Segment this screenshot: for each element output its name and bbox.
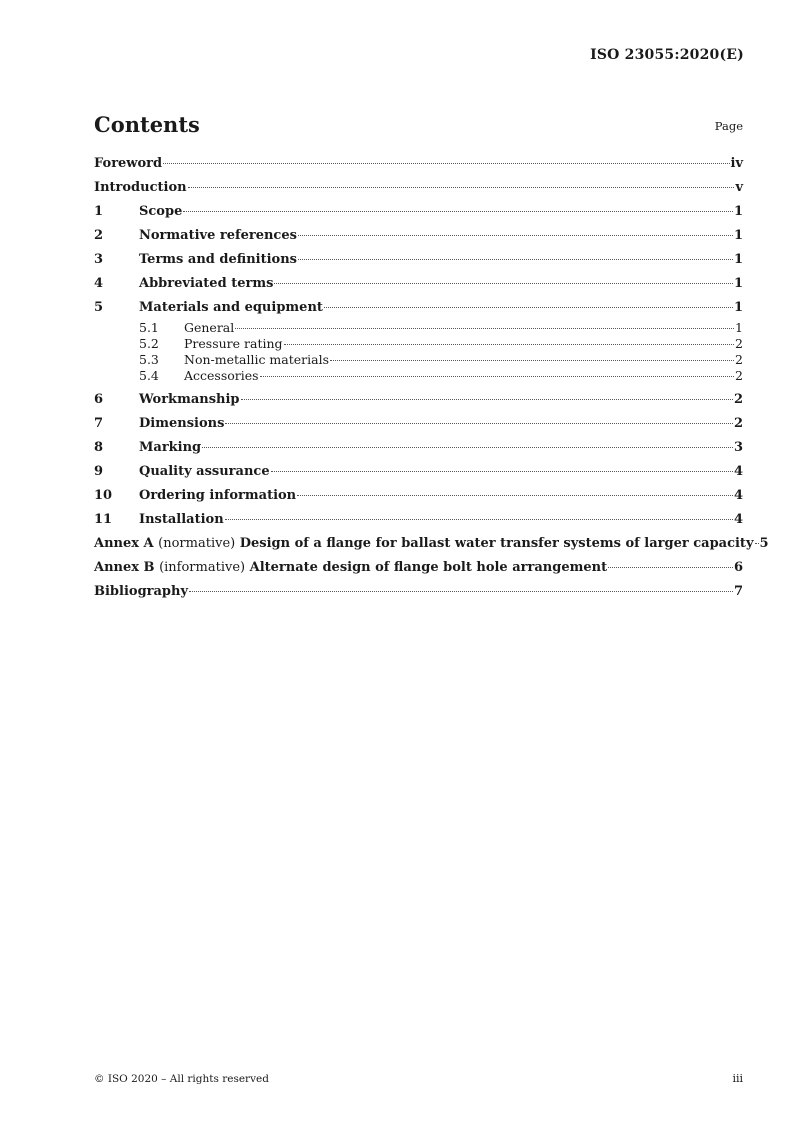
toc-entry-page: 2 — [735, 352, 743, 367]
toc-entry-subclause-5-3[interactable] — [94, 352, 743, 368]
toc-entry-subclause-5-2[interactable] — [94, 336, 743, 352]
toc-entry-title: Materials and equipment — [139, 300, 323, 315]
toc-entry-title: Pressure rating — [184, 336, 283, 351]
toc-entry-title: Bibliography — [94, 584, 189, 599]
toc-entry-title: Ordering information — [139, 488, 297, 503]
toc-entry-clause-8[interactable] — [94, 436, 743, 460]
toc-entry-clause-5[interactable] — [94, 296, 743, 320]
leader-dots — [284, 336, 735, 345]
toc-entry-page: 5 — [759, 536, 769, 551]
toc-entry-title: Normative references — [139, 228, 297, 243]
toc-entry-title: Workmanship — [139, 392, 240, 407]
table-of-contents — [94, 152, 769, 604]
clause-number: 10 — [94, 488, 113, 503]
toc-entry-title: Scope — [139, 204, 183, 219]
leader-dots — [298, 251, 733, 260]
toc-entry-page: 2 — [733, 392, 743, 407]
toc-entry-page: 4 — [733, 512, 743, 527]
toc-entry-page: v — [735, 180, 743, 195]
toc-entry-title: Introduction — [94, 180, 187, 195]
leader-dots — [202, 439, 733, 448]
page-column-label: Page — [714, 119, 743, 133]
toc-entry-clause-11[interactable] — [94, 508, 743, 532]
annex-title: Alternate design of flange bolt hole arrangement — [249, 560, 608, 575]
toc-entry-introduction[interactable] — [94, 176, 743, 200]
leader-dots — [298, 227, 733, 236]
toc-entry-title: Marking — [139, 440, 202, 455]
annex-label: Annex B — [94, 560, 155, 575]
toc-entry-subclause-5-4[interactable] — [94, 368, 743, 384]
toc-entry-clause-10[interactable] — [94, 484, 743, 508]
toc-entry-bibliography[interactable] — [94, 580, 743, 604]
leader-dots — [235, 320, 734, 329]
document-code: ISO 23055:2020(E) — [590, 47, 744, 63]
leader-dots — [183, 203, 733, 212]
subclause-number: 5.4 — [139, 368, 159, 383]
toc-entry-foreword[interactable] — [94, 152, 743, 176]
toc-entry-annex-a[interactable] — [94, 532, 769, 556]
toc-entry-title: Dimensions — [139, 416, 225, 431]
toc-entry-annex-b[interactable] — [94, 556, 743, 580]
toc-entry-title: Accessories — [184, 368, 259, 383]
clause-number: 5 — [94, 300, 104, 315]
clause-number: 11 — [94, 512, 113, 527]
toc-entry-page: 7 — [733, 584, 743, 599]
toc-entry-title: Abbreviated terms — [139, 276, 274, 291]
toc-entry-clause-4[interactable] — [94, 272, 743, 296]
toc-entry-page: 1 — [733, 252, 743, 267]
leader-dots — [260, 368, 734, 377]
leader-dots — [241, 391, 733, 400]
toc-entry-page: 2 — [735, 368, 743, 383]
copyright-notice: © ISO 2020 – All rights reserved — [94, 1073, 269, 1085]
leader-dots — [189, 583, 733, 592]
toc-entry-subclause-5-1[interactable] — [94, 320, 743, 336]
toc-entry-page: 1 — [733, 300, 743, 315]
leader-dots — [163, 155, 729, 164]
annex-title: Design of a flange for ballast water transfer systems of larger capacity — [239, 536, 754, 551]
clause-number: 9 — [94, 464, 104, 479]
clause-number: 8 — [94, 440, 104, 455]
toc-entry-page: 4 — [733, 464, 743, 479]
leader-dots — [330, 352, 734, 361]
leader-dots — [225, 511, 733, 520]
toc-entry-title: Installation — [139, 512, 224, 527]
clause-number: 6 — [94, 392, 104, 407]
contents-heading: Contents — [94, 112, 200, 137]
toc-entry-page: 1 — [735, 320, 743, 335]
leader-dots — [225, 415, 733, 424]
toc-entry-page: 3 — [733, 440, 743, 455]
subclause-number: 5.3 — [139, 352, 159, 367]
clause-number: 4 — [94, 276, 104, 291]
leader-dots — [608, 559, 733, 568]
annex-type: (normative) — [158, 536, 236, 551]
toc-entry-page: 1 — [733, 228, 743, 243]
toc-entry-title: Non-metallic materials — [184, 352, 329, 367]
subclause-number: 5.2 — [139, 336, 159, 351]
clause-number: 7 — [94, 416, 104, 431]
toc-entry-clause-2[interactable] — [94, 224, 743, 248]
toc-entry-page: 2 — [735, 336, 743, 351]
annex-type: (informative) — [159, 560, 246, 575]
toc-entry-clause-3[interactable] — [94, 248, 743, 272]
toc-entry-page: 6 — [733, 560, 743, 575]
toc-entry-title: Quality assurance — [139, 464, 270, 479]
clause-number: 2 — [94, 228, 104, 243]
clause-number: 3 — [94, 252, 104, 267]
toc-entry-title — [94, 556, 607, 580]
page-number: iii — [732, 1072, 743, 1085]
toc-entry-page: iv — [730, 156, 743, 171]
leader-dots — [324, 299, 733, 308]
toc-entry-title: Foreword — [94, 156, 163, 171]
toc-entry-page: 4 — [733, 488, 743, 503]
toc-entry-clause-6[interactable] — [94, 388, 743, 412]
subclause-number: 5.1 — [139, 320, 159, 335]
leader-dots — [297, 487, 733, 496]
toc-entry-page: 1 — [733, 204, 743, 219]
leader-dots — [271, 463, 733, 472]
annex-label: Annex A — [94, 536, 154, 551]
toc-entry-clause-7[interactable] — [94, 412, 743, 436]
toc-entry-page: 1 — [733, 276, 743, 291]
toc-entry-title — [94, 532, 754, 556]
toc-entry-clause-1[interactable] — [94, 200, 743, 224]
leader-dots — [274, 275, 733, 284]
leader-dots — [188, 179, 735, 188]
toc-entry-page: 2 — [733, 416, 743, 431]
leader-dots — [755, 535, 759, 544]
toc-entry-clause-9[interactable] — [94, 460, 743, 484]
toc-entry-title: Terms and definitions — [139, 252, 297, 267]
toc-entry-title: General — [184, 320, 235, 335]
clause-number: 1 — [94, 204, 104, 219]
